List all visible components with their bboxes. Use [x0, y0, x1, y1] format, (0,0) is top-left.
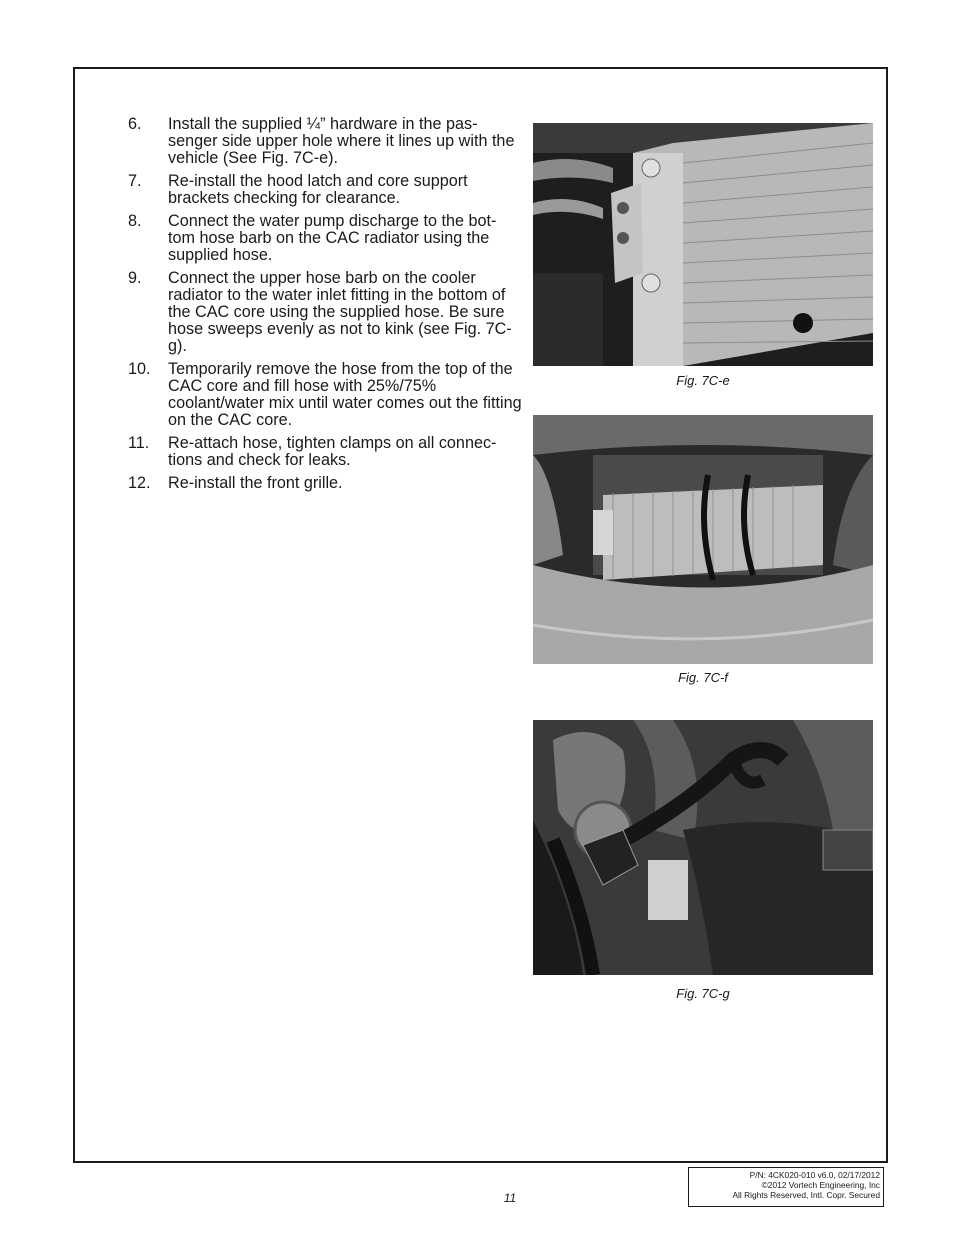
figure-7c-f-photo — [533, 415, 873, 664]
step-text: Connect the upper hose barb on the cooler radiator to the water inlet fitting in the bottom of the CAC core using the supplied hose. Be sure hose sweeps evenly as not to kink (see Fig. 7C-g). — [168, 269, 512, 355]
step-item — [128, 213, 522, 264]
step-number: 6. — [128, 115, 142, 133]
figure-7c-f-caption: Fig. 7C-f — [678, 670, 728, 685]
instruction-steps — [128, 116, 522, 498]
figure-7c-g-photo — [533, 720, 873, 975]
figure-7c-e-caption: Fig. 7C-e — [676, 373, 730, 388]
step-number: 7. — [128, 172, 142, 190]
page-number: 11 — [503, 1191, 517, 1205]
figure-7c-e-photo — [533, 123, 873, 366]
copyright-box — [688, 1167, 884, 1207]
step-item — [128, 116, 522, 167]
step-number: 12. — [128, 474, 151, 492]
step-item — [128, 475, 522, 492]
step-number: 11. — [128, 434, 150, 452]
step-number: 8. — [128, 212, 142, 230]
step-text: Install the supplied ¼” hardware in the pas-senger side upper hole where it lines up with the vehicle (See Fig. 7C-e). — [168, 115, 515, 167]
part-number: P/N: 4CK020-010 v6.0, 02/17/2012 — [749, 1170, 880, 1180]
step-item — [128, 435, 522, 469]
copyright-line: ©2012 Vortech Engineering, Inc — [761, 1180, 880, 1190]
step-text: Connect the water pump discharge to the bot-tom hose barb on the CAC radiator using the supplied hose. — [168, 212, 497, 264]
step-item — [128, 361, 522, 429]
step-text: Re-install the hood latch and core support brackets checking for clearance. — [168, 172, 468, 207]
figure-7c-g-caption: Fig. 7C-g — [676, 986, 730, 1001]
step-text: Re-install the front grille. — [168, 474, 343, 492]
rights-line: All Rights Reserved, Intl. Copr. Secured — [732, 1190, 880, 1200]
step-text: Temporarily remove the hose from the top of the CAC core and fill hose with 25%/75% coolant/water mix until water comes out the fitting on the CAC core. — [168, 360, 522, 429]
step-number: 9. — [128, 269, 142, 287]
step-text: Re-attach hose, tighten clamps on all connec-tions and check for leaks. — [168, 434, 497, 469]
step-number: 10. — [128, 360, 151, 378]
step-item — [128, 270, 522, 355]
step-item — [128, 173, 522, 207]
